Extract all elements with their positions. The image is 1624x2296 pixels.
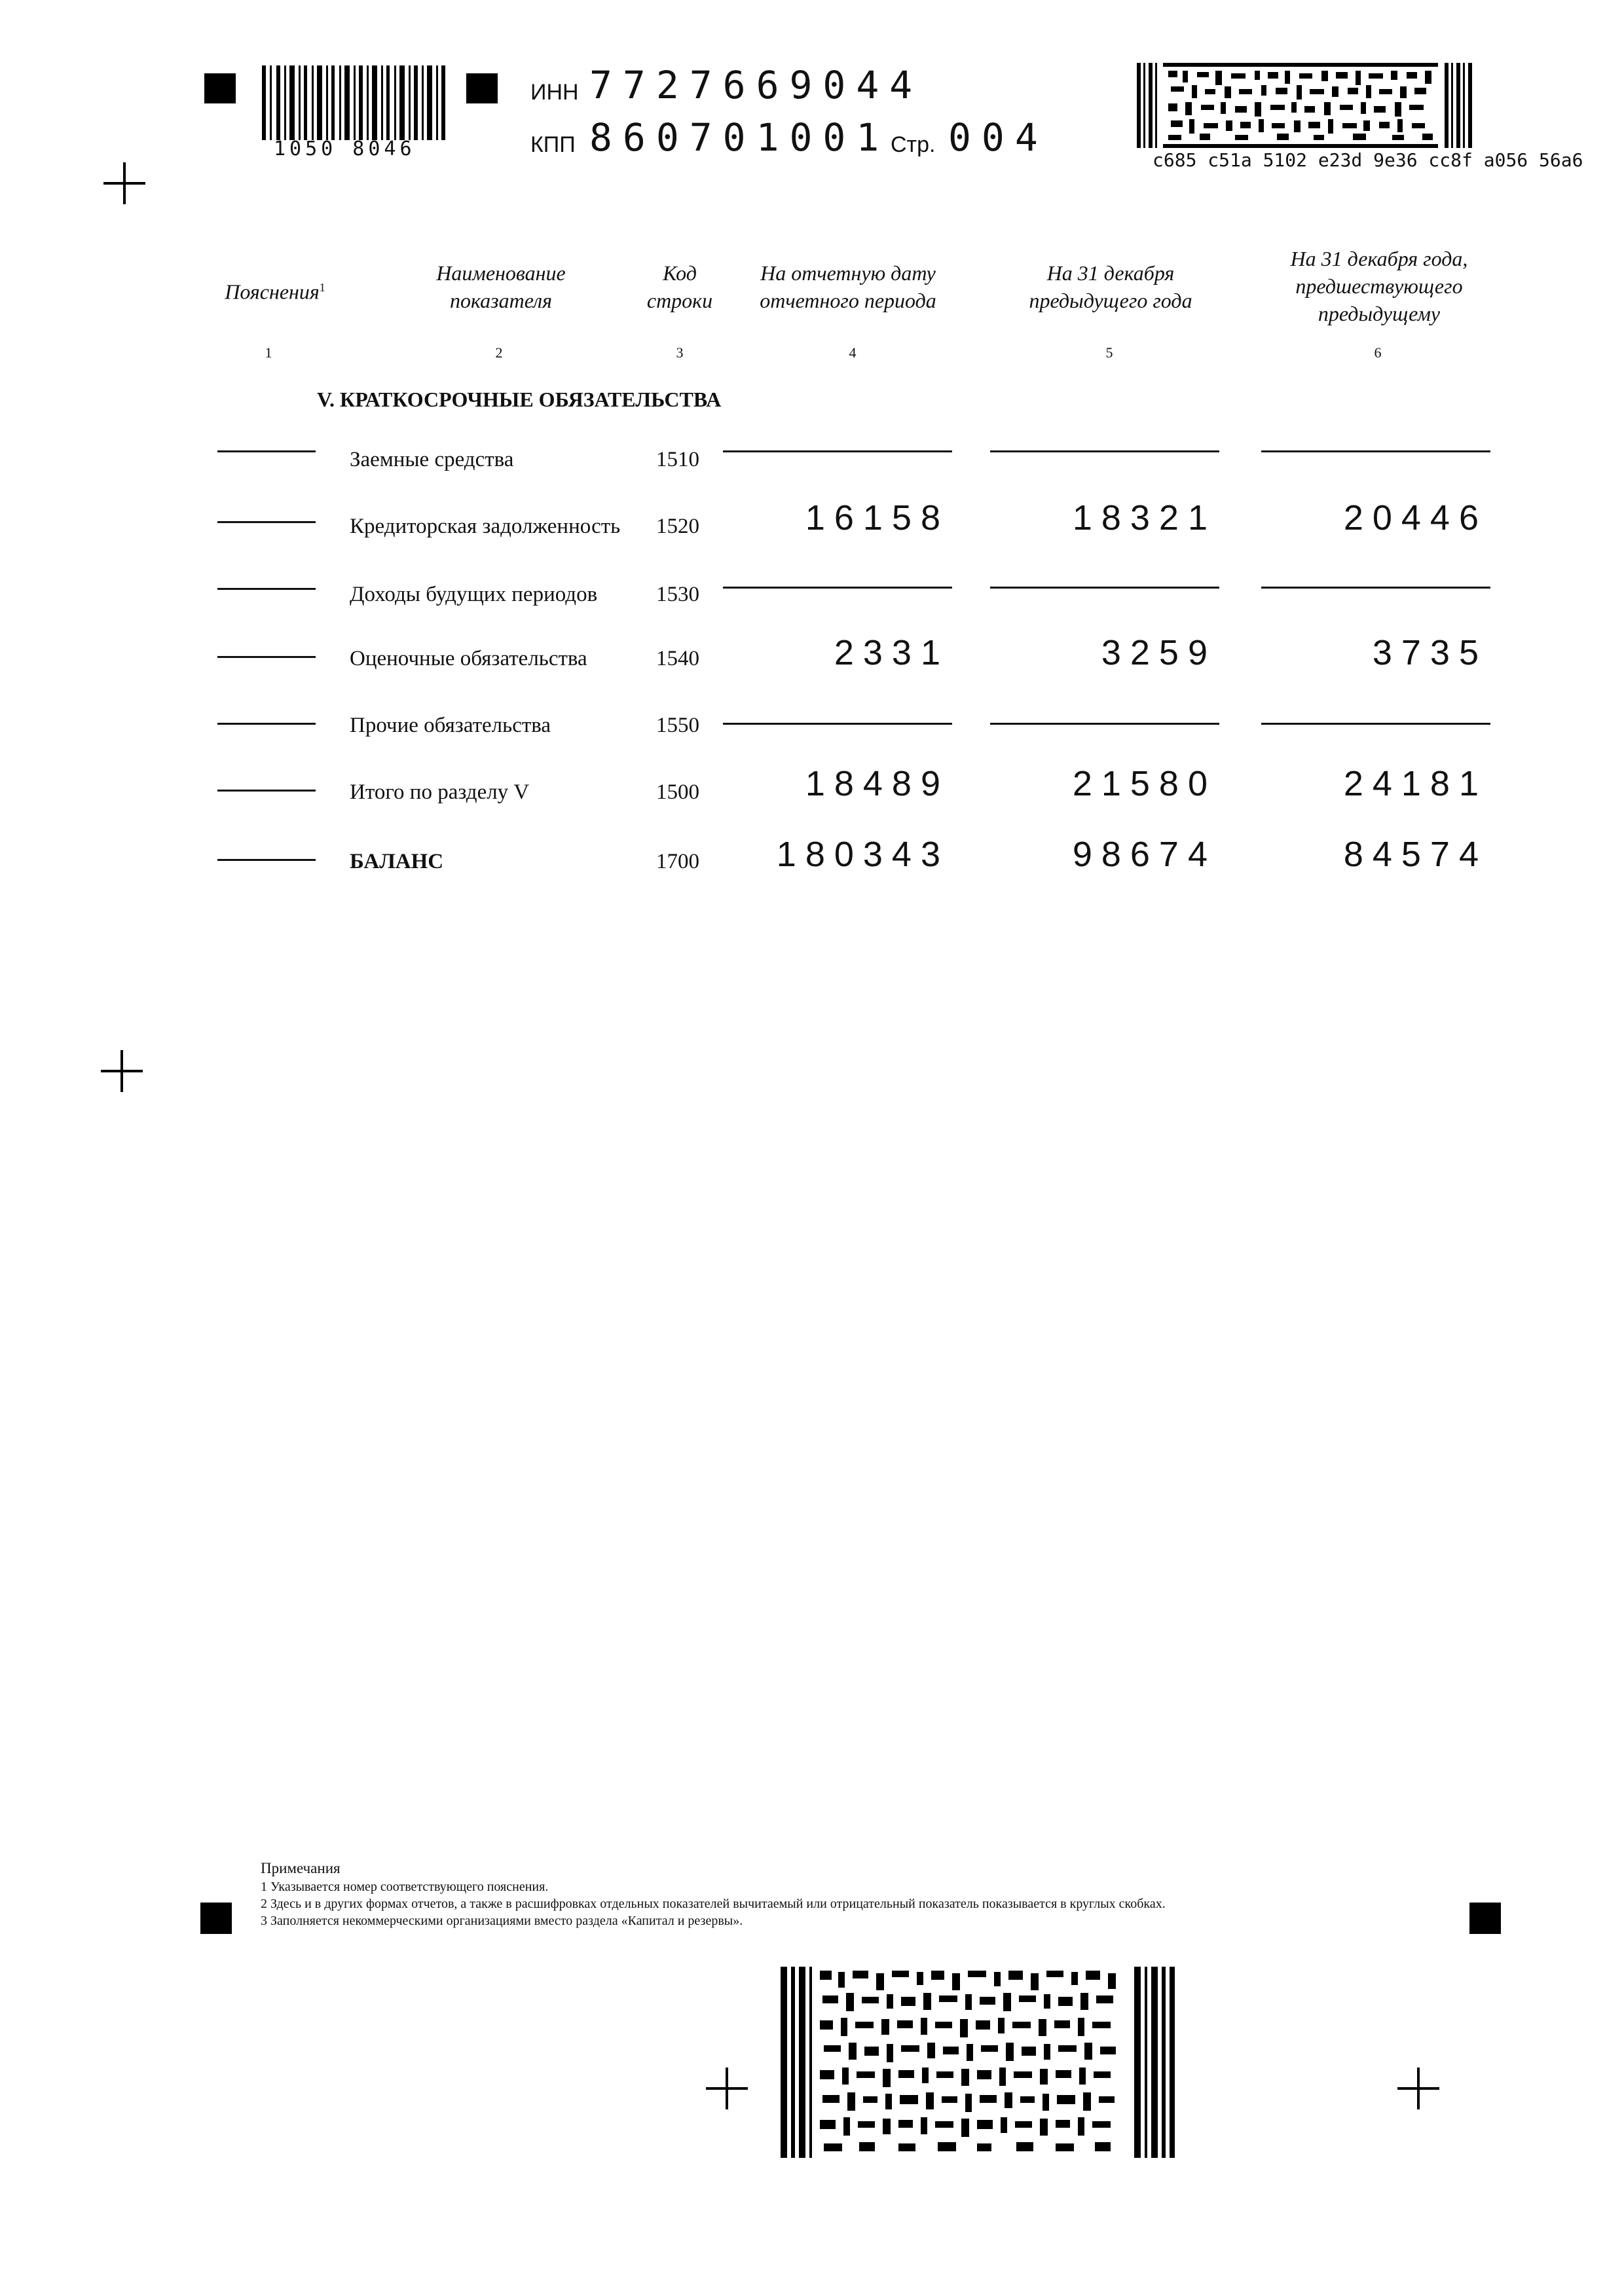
value-previous-year: 3259	[1101, 633, 1217, 672]
footnote-marker: 1	[319, 281, 325, 294]
value-reporting-date: 180343	[776, 835, 950, 874]
empty-value-line	[1261, 723, 1490, 725]
registration-square-top-left	[204, 73, 236, 103]
crosshair-mark-top-left	[103, 162, 145, 204]
row-code: 1530	[656, 583, 699, 606]
linear-barcode-icon	[262, 65, 445, 140]
empty-value-line	[723, 450, 952, 452]
value-reporting-date: 2331	[834, 633, 950, 672]
row-label-section-total: Итого по разделу V	[350, 780, 530, 804]
column-header-line-code: Код строки	[646, 261, 713, 312]
registration-square-bottom-right	[1469, 1903, 1501, 1934]
note-item-3: 3 Заполняется некоммерческими организациями вместо раздела «Капитал и резервы».	[261, 1914, 743, 1928]
value-year-before-previous: 20446	[1343, 498, 1488, 538]
value-year-before-previous: 24181	[1343, 764, 1488, 803]
column-number-2: 2	[495, 344, 503, 361]
row-code: 1510	[656, 448, 699, 471]
empty-value-line	[1261, 450, 1490, 452]
note-item-1: 1 Указывается номер соответствующего пояснения.	[261, 1880, 549, 1894]
row-code: 1550	[656, 714, 699, 737]
column-number-6: 6	[1374, 344, 1382, 361]
value-year-before-previous: 3735	[1372, 633, 1488, 672]
barcode-number: 1050 8046	[274, 137, 416, 160]
inn-label: ИНН	[530, 80, 579, 105]
row-label-accounts-payable: Кредиторская задолженность	[350, 515, 621, 538]
value-previous-year: 21580	[1072, 764, 1217, 803]
empty-value-line	[990, 587, 1219, 589]
explanation-blank	[217, 450, 316, 452]
explanation-blank	[217, 723, 316, 725]
value-reporting-date: 18489	[805, 764, 950, 803]
notes-title: Примечания	[261, 1860, 341, 1876]
value-year-before-previous: 84574	[1343, 835, 1488, 874]
row-label-other-liabilities: Прочие обязательства	[350, 714, 551, 737]
value-reporting-date: 16158	[805, 498, 950, 538]
page-number: 004	[948, 115, 1048, 160]
section-title: V. КРАТКОСРОЧНЫЕ ОБЯЗАТЕЛЬСТВА	[317, 388, 722, 411]
row-label-balance: БАЛАНС	[350, 850, 444, 873]
empty-value-line	[990, 723, 1219, 725]
empty-value-line	[723, 587, 952, 589]
value-previous-year: 18321	[1072, 498, 1217, 538]
explanation-blank	[217, 790, 316, 792]
kpp-label: КПП	[530, 132, 576, 157]
pdf417-barcode-icon	[781, 1967, 1175, 2158]
row-label-borrowings: Заемные средства	[350, 448, 514, 471]
column-number-4: 4	[849, 344, 857, 361]
column-header-explanations: Пояснения$^1$	[225, 280, 325, 304]
registration-square-top-middle	[466, 73, 498, 103]
explanation-blank	[217, 521, 316, 523]
column-header-previous-year: На 31 декабря предыдущего года	[1029, 261, 1192, 312]
document-hash: c685 c51a 5102 e23d 9e36 cc8f a056 56a6	[1153, 149, 1583, 171]
crosshair-mark-bottom-right	[1397, 2068, 1439, 2109]
row-label-estimated-liabilities: Оценочные обязательства	[350, 647, 587, 670]
datamatrix-barcode-icon	[1137, 63, 1473, 148]
inn-value: 7727669044	[589, 63, 923, 107]
explanation-blank	[217, 656, 316, 658]
note-item-2: 2 Здесь и в других формах отчетов, а также в расшифровках отдельных показателей вычитаемый или отрицательный показатель показывается в круглых скобках.	[261, 1897, 1166, 1911]
explanation-blank	[217, 588, 316, 590]
page-label: Стр.	[891, 132, 936, 157]
empty-value-line	[723, 723, 952, 725]
kpp-value: 860701001	[589, 115, 890, 160]
column-number-3: 3	[676, 344, 684, 361]
registration-square-bottom-left	[200, 1903, 232, 1934]
row-code: 1520	[656, 515, 699, 538]
row-code: 1540	[656, 647, 699, 670]
row-label-deferred-income: Доходы будущих периодов	[350, 583, 598, 606]
row-code: 1500	[656, 780, 699, 804]
column-number-1: 1	[265, 344, 272, 361]
row-code: 1700	[656, 850, 699, 873]
value-previous-year: 98674	[1072, 835, 1217, 874]
column-number-5: 5	[1105, 344, 1113, 361]
explanation-blank	[217, 859, 316, 861]
column-header-indicator-name: Наименование показателя	[436, 261, 566, 312]
column-header-year-before-previous: На 31 декабря года, предшествующего предыдущему	[1290, 247, 1468, 325]
crosshair-mark-bottom-left	[706, 2068, 748, 2109]
empty-value-line	[990, 450, 1219, 452]
empty-value-line	[1261, 587, 1490, 589]
column-header-reporting-date: На отчетную дату отчетного периода	[760, 261, 936, 312]
crosshair-mark-mid-left	[101, 1050, 143, 1092]
